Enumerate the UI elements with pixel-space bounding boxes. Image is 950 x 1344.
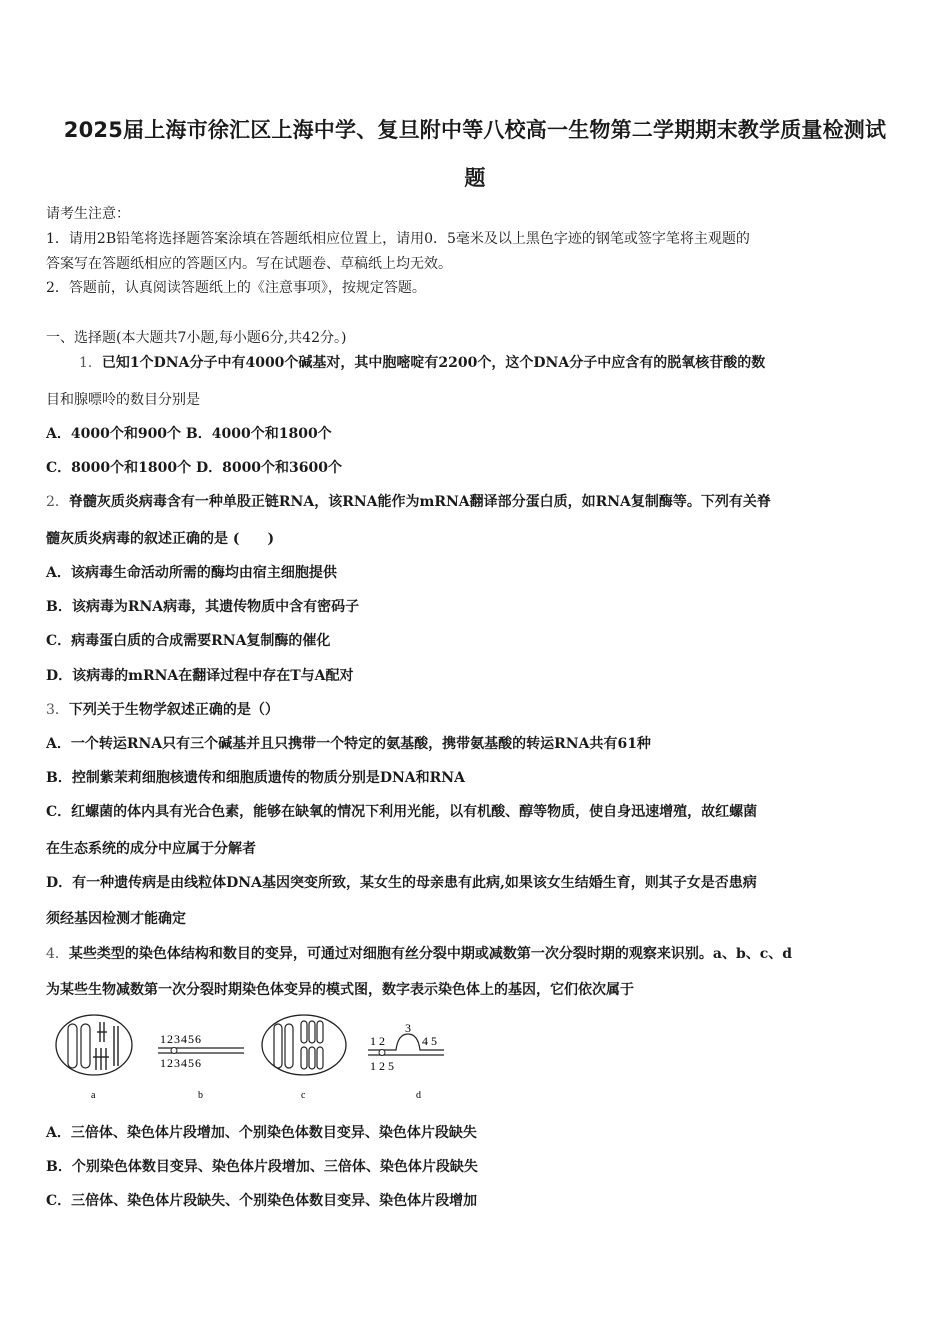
figure-d-chromosomes [368, 1021, 444, 1073]
notice-item-2: 2．答题前，认真阅读答题纸上的《注意事项》，按规定答题。 [46, 280, 426, 296]
figure-d-top-right-genes: 4 5 [422, 1034, 437, 1048]
question-2-stem [46, 491, 771, 511]
question-1-stem-cont: 目和腺嘌呤的数目分别是 [46, 392, 200, 408]
document-title: 2025届上海市徐汇区上海中学、复旦附中等八校高一生物第二学期期末教学质量检测试 [63, 118, 887, 142]
section-heading: 一、选择题(本大题共7小题,每小题6分,共42分。) [46, 330, 347, 346]
figure-a-cell [56, 1015, 132, 1075]
question-2-option-b: B．该病毒为RNA病毒，其遗传物质中含有密码子 [46, 599, 360, 615]
question-4-option-a: A．三倍体、染色体片段增加、个别染色体数目变异、染色体片段缺失 [46, 1125, 477, 1141]
figure-label-c: c [301, 1090, 306, 1101]
figure-label-b: b [198, 1090, 203, 1101]
question-4-option-c: C．三倍体、染色体片段缺失、个别染色体数目变异、染色体片段增加 [46, 1193, 478, 1209]
question-2-text: 脊髓灰质炎病毒含有一种单股正链RNA，该RNA能作为mRNA翻译部分蛋白质，如RNA复制酶等。下列有关脊 [68, 494, 771, 510]
question-1-stem [79, 352, 765, 372]
question-3-option-b: B．控制紫茉莉细胞核遗传和细胞质遗传的物质分别是DNA和RNA [46, 770, 465, 786]
question-2-option-a: A．该病毒生命活动所需的酶均由宿主细胞提供 [46, 565, 337, 581]
question-3-option-a: A．一个转运RNA只有三个碱基并且只携带一个特定的氨基酸，携带氨基酸的转运RNA共有61种 [46, 736, 651, 752]
question-1-options-ab: A．4000个和900个 B．4000个和1800个 [46, 426, 332, 442]
figure-label-a: a [91, 1090, 96, 1101]
figure-d-loop-gene: 3 [405, 1021, 411, 1035]
question-3-option-d-cont: 须经基因检测才能确定 [46, 911, 186, 927]
figure-b-chromosomes [158, 1032, 244, 1070]
question-2-stem-cont: 髓灰质炎病毒的叙述正确的是 ( ) [46, 531, 275, 547]
question-3-option-c-cont: 在生态系统的成分中应属于分解者 [46, 841, 256, 857]
question-3-option-d: D．有一种遗传病是由线粒体DNA基因突变所致，某女生的母亲患有此病,如果该女生结婚生育，则其子女是否患病 [46, 875, 757, 891]
figure-d-top-left-genes: 1 2 [370, 1034, 385, 1048]
notice-heading: 请考生注意： [46, 206, 130, 222]
question-1-options-cd: C．8000个和1800个 D．8000个和3600个 [46, 460, 343, 476]
question-3-stem [46, 699, 279, 719]
notice-item-1: 1．请用2B铅笔将选择题答案涂填在答题纸相应位置上，请用0．5毫米及以上黑色字迹的钢笔或签字笔将主观题的 [46, 231, 750, 247]
question-4-text: 某些类型的染色体结构和数目的变异，可通过对细胞有丝分裂中期或减数第一次分裂时期的观察来识别。a、b、c、d [68, 946, 793, 962]
chromosome-variation-figure [48, 1012, 458, 1112]
question-2-number: 2． [46, 494, 69, 510]
question-1-text: 已知1个DNA分子中有4000个碱基对，其中胞嘧啶有2200个，这个DNA分子中应含有的脱氧核苷酸的数 [101, 355, 766, 371]
figure-label-d: d [416, 1090, 421, 1101]
figure-d-bottom-genes: 1 2 5 [370, 1059, 394, 1073]
figure-b-top-genes: 123456 [160, 1032, 202, 1046]
question-4-option-b: B．个别染色体数目变异、染色体片段增加、三倍体、染色体片段缺失 [46, 1159, 478, 1175]
document-title-continued: 题 [464, 166, 486, 190]
question-2-option-d: D．该病毒的mRNA在翻译过程中存在T与A配对 [46, 668, 354, 684]
question-3-text: 下列关于生物学叙述正确的是（） [68, 702, 279, 718]
question-4-stem-cont: 为某些生物减数第一次分裂时期染色体变异的模式图，数字表示染色体上的基因，它们依次属于 [46, 982, 634, 998]
notice-item-1-cont: 答案写在答题纸相应的答题区内。写在试题卷、草稿纸上均无效。 [46, 256, 452, 272]
question-4-number: 4． [46, 946, 69, 962]
figure-c-cell [262, 1015, 346, 1075]
question-3-option-c: C．红螺菌的体内具有光合色素，能够在缺氧的情况下利用光能，以有机酸、醇等物质，使自身迅速增殖，故红螺菌 [46, 804, 758, 820]
question-2-option-c: C．病毒蛋白质的合成需要RNA复制酶的催化 [46, 633, 331, 649]
figure-b-bottom-genes: 123456 [160, 1056, 202, 1070]
question-1-number: 1． [79, 355, 102, 371]
question-3-number: 3． [46, 702, 69, 718]
question-4-stem [46, 943, 792, 963]
